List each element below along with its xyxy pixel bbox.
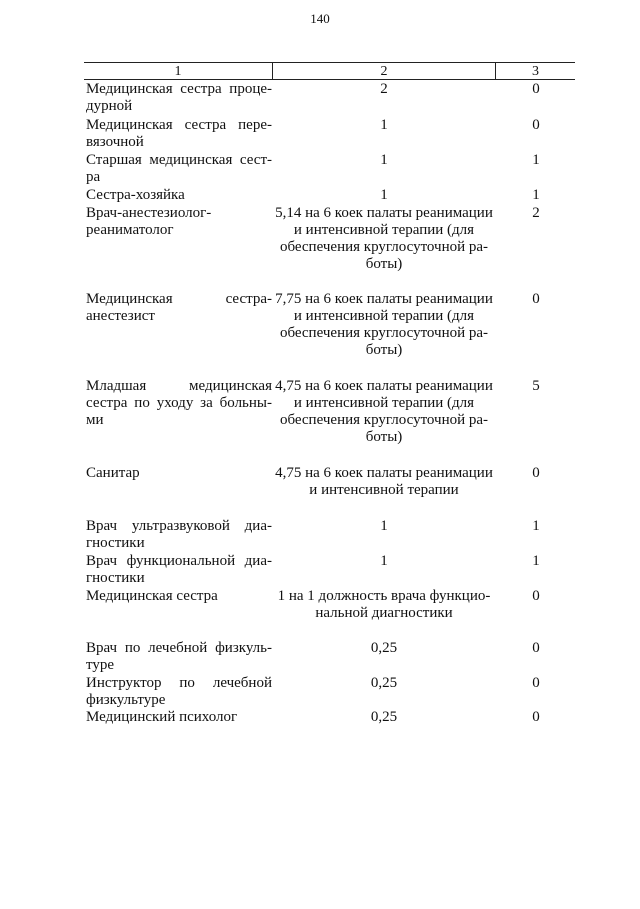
count-cell: 0 [532,291,540,307]
count-cell: 1 [532,518,540,534]
position-cell: Медицинская сестра проце-дурной [86,81,272,114]
position-cell: Санитар [86,465,140,481]
column-header-3: 3 [532,64,539,79]
column-header-1: 1 [84,63,273,79]
norm-cell: 1 [380,187,388,203]
count-cell: 1 [532,553,540,569]
count-cell: 0 [532,117,540,133]
count-cell: 1 [532,187,540,203]
norm-cell: 2 [380,81,388,97]
norm-cell: 1 на 1 должность врача функцио-нальной диагностики [277,588,491,621]
position-cell: Инструктор по лечебной физкультуре [86,675,272,708]
norm-cell: 1 [380,117,388,133]
count-cell: 0 [532,709,540,725]
position-cell: Врач функциональной диа-гностики [86,553,272,586]
norm-cell: 1 [380,152,388,168]
count-cell: 1 [532,152,540,168]
norm-cell: 7,75 на 6 коек палаты реанимации и интенсивной терапии (для обеспечения круглосуточной ра-боты) [275,291,493,358]
norm-cell: 5,14 на 6 коек палаты реанимации и интенсивной терапии (для обеспечения круглосуточной ра-боты) [275,205,493,272]
column-header-2: 2 [273,63,496,79]
norm-cell: 0,25 [370,709,398,725]
position-cell: Медицинская сестра [86,588,218,604]
page-number: 140 [310,11,330,26]
position-cell: Сестра-хозяйка [86,187,185,203]
norm-cell: 4,75 на 6 коек палаты реанимации и интенсивной терапии [275,465,493,498]
count-cell: 0 [532,465,540,481]
position-cell: Старшая медицинская сест-ра [86,152,272,185]
position-cell: Медицинский психолог [86,709,238,725]
count-cell: 0 [532,640,540,656]
count-cell: 5 [532,378,540,394]
count-cell: 0 [532,675,540,691]
norm-cell: 1 [380,518,388,534]
position-cell: Врач-анестезиолог-реаниматолог [86,205,212,238]
position-cell: Врач ультразвуковой диа-гностики [86,518,272,551]
norm-cell: 1 [380,553,388,569]
count-cell: 0 [532,588,540,604]
count-cell: 0 [532,81,540,97]
position-cell: Медицинская сестра-анестезист [86,291,272,324]
count-cell: 2 [532,205,540,221]
position-cell: Медицинская сестра пере-вязочной [86,117,272,150]
position-cell: Младшая медицинская сестра по уходу за больны-ми [86,378,272,428]
norm-cell: 0,25 [370,640,398,656]
position-cell: Врач по лечебной физкуль-туре [86,640,272,673]
table-header [84,62,575,80]
norm-cell: 0,25 [370,675,398,691]
norm-cell: 4,75 на 6 коек палаты реанимации и интенсивной терапии (для обеспечения круглосуточной ра-боты) [275,378,493,445]
